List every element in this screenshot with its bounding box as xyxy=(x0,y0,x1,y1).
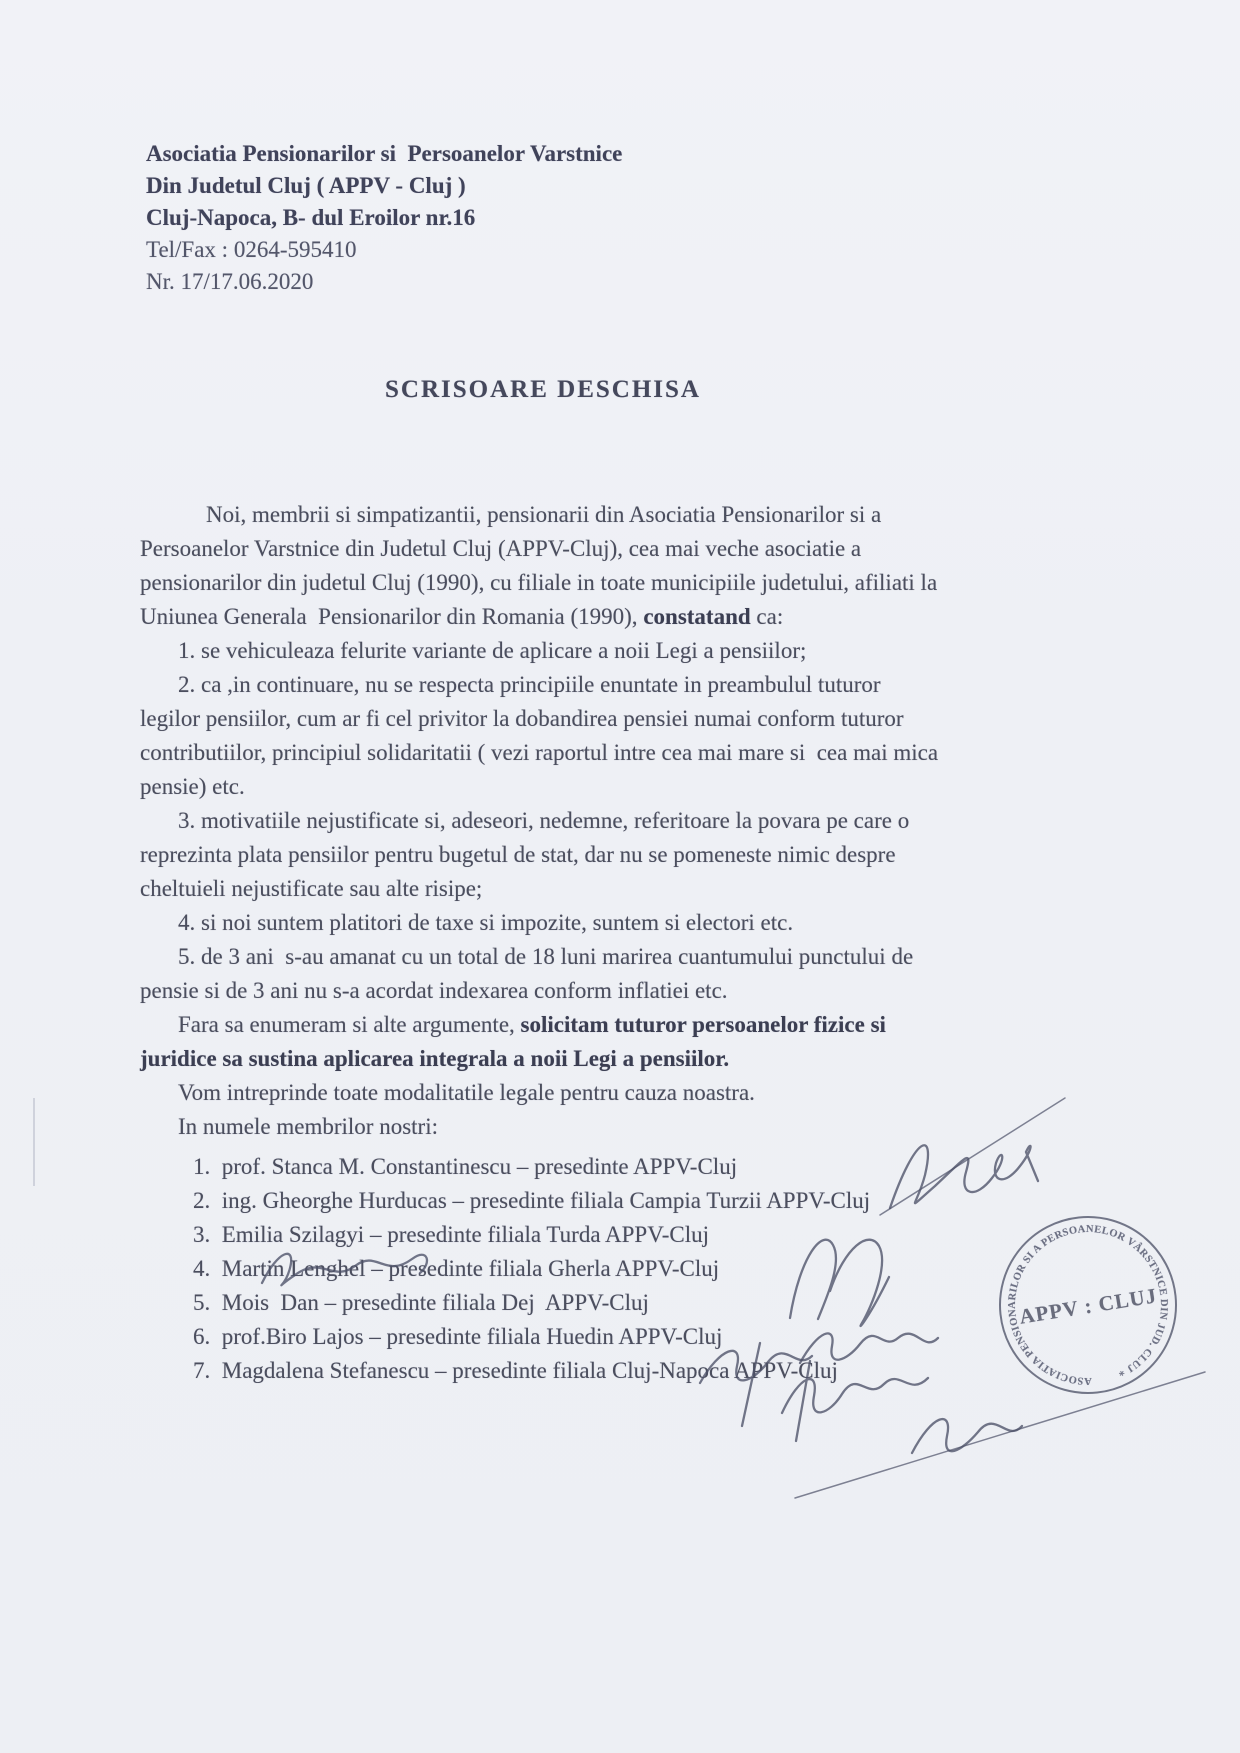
appeal-text-pre: Fara sa enumeram si alte argumente, xyxy=(178,1012,521,1037)
signatory-item-3: 3. Emilia Szilagyi – presedinte filiala Turda APPV-Cluj xyxy=(193,1222,709,1247)
numbered-points-list xyxy=(140,634,946,1008)
signatory-item-2: 2. ing. Gheorghe Hurducas – presedinte filiala Campia Turzii APPV-Cluj xyxy=(193,1188,871,1213)
point-item-2: 2. ca ,in continuare, nu se respecta principiile enuntate in preambulul tuturor legilor pensiilor, cum ar fi cel privitor la dobandirea pensiei numai conform tuturor contributiilor, principiul solidaritatii ( vezi raportul intre cea mai mare si cea mai mica pensie) etc. xyxy=(140,672,944,799)
letterhead xyxy=(146,138,622,298)
intro-text-bold: constatand xyxy=(643,604,751,629)
point-item-4: 4. si noi suntem platitori de taxe si impozite, suntem si electori etc. xyxy=(178,910,794,935)
signatories-list xyxy=(140,1150,946,1388)
point-item-1: 1. se vehiculeaza felurite variante de aplicare a noii Legi a pensiilor; xyxy=(178,638,807,663)
appeal-paragraph xyxy=(140,1008,946,1076)
appeal-text-bold: solicitam tuturor persoanelor fizice si juridice sa sustina aplicarea integrala a noii Legi a pensiilor. xyxy=(140,1012,892,1071)
signatory-item-5: 5. Mois Dan – presedinte filiala Dej APPV-Cluj xyxy=(193,1290,649,1315)
signatory-item-7: 7. Magdalena Stefanescu – presedinte filiala Cluj-Napoca APPV-Cluj xyxy=(193,1358,838,1383)
letterhead-ref-number: Nr. 17/17.06.2020 xyxy=(146,269,314,294)
letter-body xyxy=(140,498,946,1388)
intro-paragraph xyxy=(140,498,946,634)
letterhead-org-name-line1: Asociatia Pensionarilor si Persoanelor Varstnice xyxy=(146,141,623,166)
signature-stefanescu xyxy=(912,1419,1022,1453)
letterhead-org-name-line2: Din Judetul Cluj ( APPV - Cluj ) xyxy=(146,173,466,198)
stamp-center-text: APPV : CLUJ xyxy=(1017,1283,1159,1329)
point-item-3: 3. motivatiile nejustificate si, adeseori, nedemne, referitoare la povara pe care o reprezinta plata pensiilor pentru bugetul de stat, dar nu se pomeneste nimic despre cheltuieli nejustificate sau alte risipe; xyxy=(140,808,915,901)
signatory-item-1: 1. prof. Stanca M. Constantinescu – presedinte APPV-Cluj xyxy=(193,1154,738,1179)
stamp-ring-text: ASOCIATIA PENSIONARILOR SI A PERSOANELOR VÂRSTNICE DIN JUD. CLUJ ∗ xyxy=(1006,1223,1170,1387)
signatory-item-6: 6. prof.Biro Lajos – presedinte filiala Huedin APPV-Cluj xyxy=(193,1324,723,1349)
scan-artifact-line xyxy=(33,1098,35,1186)
letterhead-telfax: Tel/Fax : 0264-595410 xyxy=(146,237,357,262)
page-title: SCRISOARE DESCHISA xyxy=(385,376,701,403)
closing-line-modalitati: Vom intreprinde toate modalitatile legale pentru cauza noastra. xyxy=(178,1080,755,1105)
round-stamp xyxy=(988,1205,1188,1405)
intro-text-post: ca: xyxy=(750,604,784,629)
letterhead-address: Cluj-Napoca, B- dul Eroilor nr.16 xyxy=(146,205,476,230)
intro-text-pre: Noi, membrii si simpatizantii, pensionarii din Asociatia Pensionarilor si a Persoanelor Varstnice din Judetul Cluj (APPV-Cluj), cea mai veche asociatie a pensionarilor din judetul Cluj (1990), cu filiale in toate municipiile judetului, afiliati la Uniunea Generala Pensionarilor din Romania (1990), xyxy=(140,502,943,629)
closing-line-in-numele: In numele membrilor nostri: xyxy=(178,1114,438,1139)
point-item-5: 5. de 3 ani s-au amanat cu un total de 18 luni marirea cuantumului punctului de pensie si de 3 ani nu s-a acordat indexarea conform inflatiei etc. xyxy=(140,944,919,1003)
signatory-item-4: 4. Martin Lenghel – presedinte filiala Gherla APPV-Cluj xyxy=(193,1256,720,1281)
